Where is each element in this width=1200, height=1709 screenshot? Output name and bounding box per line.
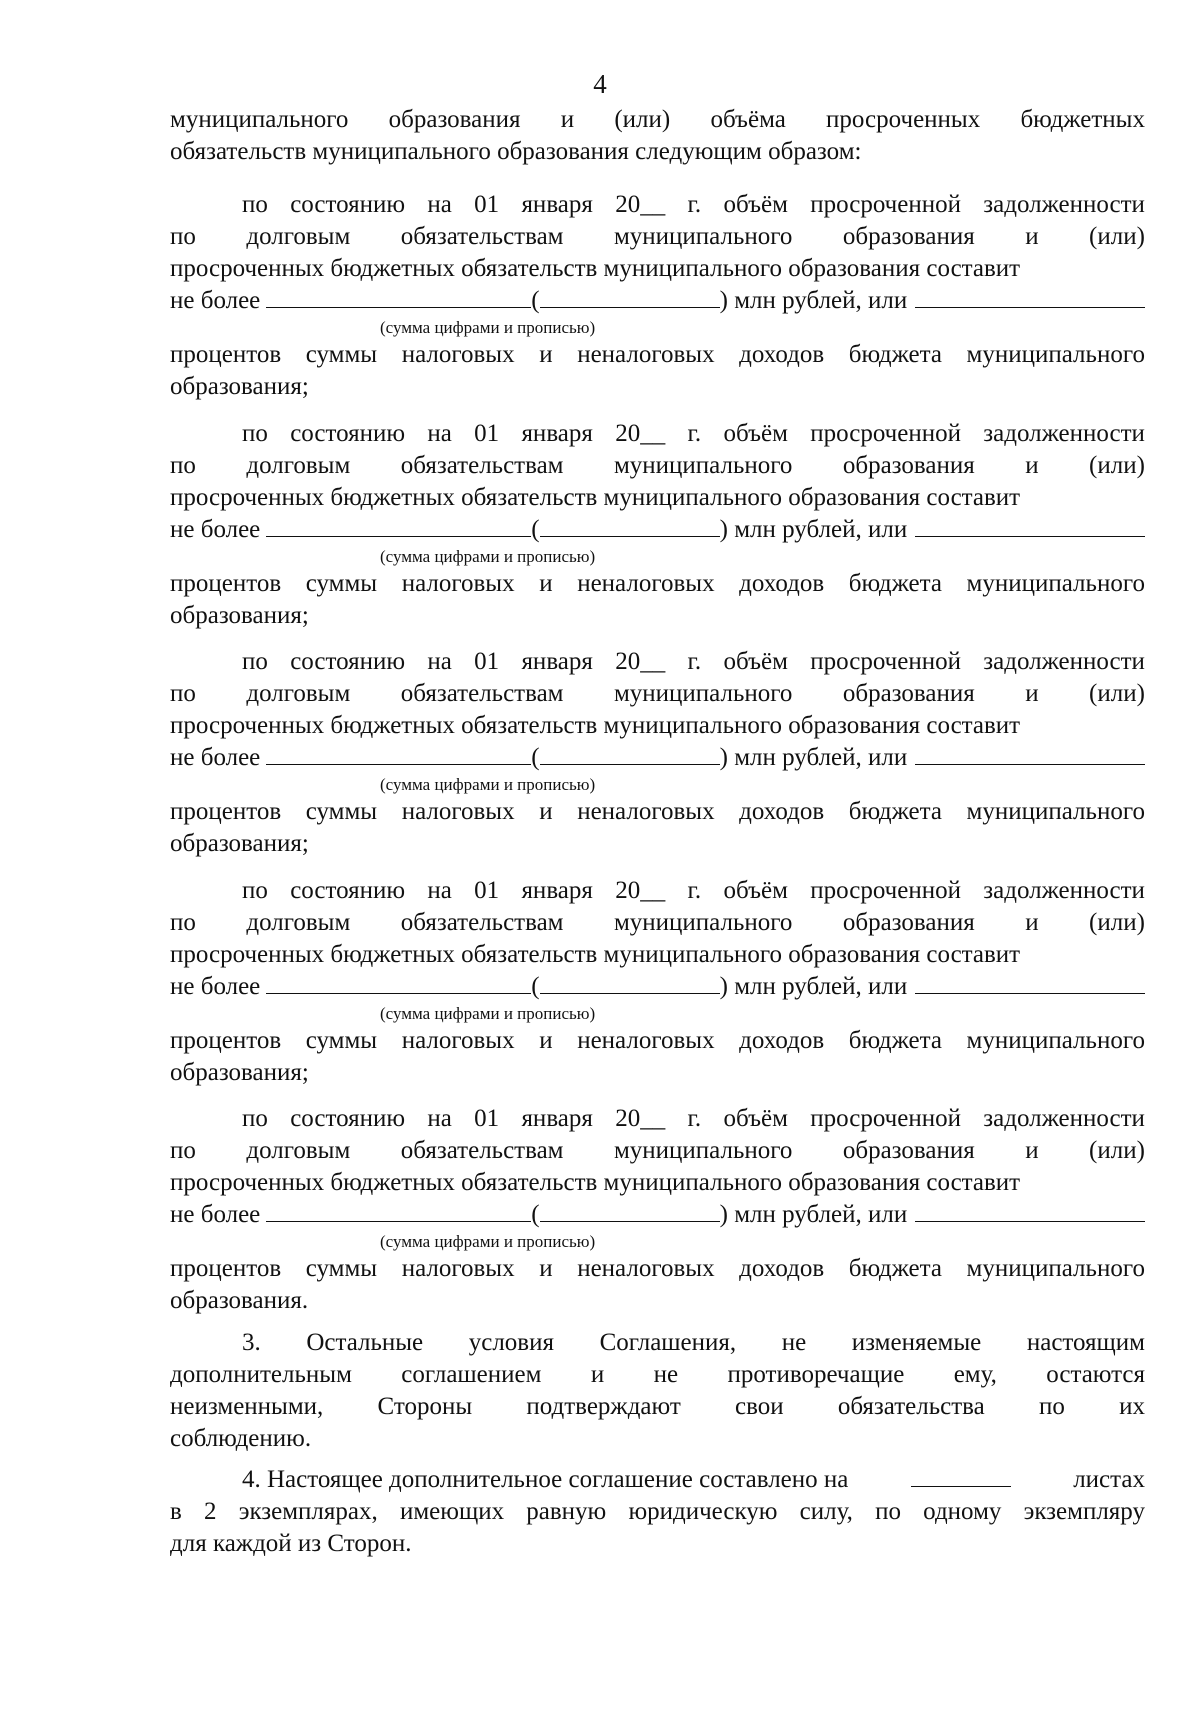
intro-paragraph	[170, 104, 1145, 168]
word: процентов	[170, 1255, 282, 1282]
word: состоянию	[290, 420, 406, 447]
not-more-label: не более	[170, 973, 261, 1000]
word: долговым	[246, 452, 351, 479]
entry-line-2	[170, 678, 1145, 710]
page-number: 4	[593, 69, 607, 99]
clause-4-line-3: для каждой из Сторон.	[170, 1530, 412, 1557]
amount-digits-blank	[266, 285, 531, 308]
word: образования	[842, 223, 975, 250]
paren-open: (	[531, 287, 540, 314]
amount-words-blank	[540, 1199, 720, 1222]
word: по	[170, 223, 196, 250]
debt-entry	[170, 646, 1145, 860]
word: муниципального	[613, 452, 793, 479]
percent-blank	[915, 285, 1145, 308]
word: и	[1025, 680, 1039, 707]
entry-line-5	[170, 568, 1145, 600]
word: по	[242, 1105, 268, 1132]
percent-blank	[915, 742, 1145, 765]
word: экземплярах,	[238, 1498, 378, 1525]
amount-words-blank	[540, 514, 720, 537]
word: изменяемые	[851, 1329, 982, 1356]
entry-line-3: просроченных бюджетных обязательств муниципального образования составит	[170, 1169, 1021, 1196]
word: налоговых	[401, 341, 515, 368]
word: неналоговых	[577, 341, 715, 368]
word: неналоговых	[577, 570, 715, 597]
mln-rubles-label: ) млн рублей, или	[719, 287, 908, 314]
word: процентов	[170, 570, 282, 597]
intro-line-2: обязательств муниципального образования следующим образом:	[170, 138, 862, 165]
word: образования	[842, 452, 975, 479]
debt-entry	[170, 189, 1145, 403]
entry-line-5	[170, 1253, 1145, 1285]
word: образования	[842, 909, 975, 936]
word: доходов	[739, 1255, 825, 1282]
word: (или)	[1089, 1137, 1145, 1164]
word: объёма	[710, 106, 786, 133]
word: обязательствам	[400, 909, 564, 936]
word: просроченной	[810, 420, 961, 447]
word: 2	[204, 1498, 217, 1525]
word: муниципального	[966, 798, 1145, 825]
word: юридическую	[628, 1498, 778, 1525]
word: по	[170, 680, 196, 707]
paren-open: (	[531, 516, 540, 543]
word: их	[1119, 1393, 1145, 1420]
amount-caption: (сумма цифрами и прописью)	[380, 1004, 596, 1023]
word: обязательствам	[400, 452, 564, 479]
word: на	[427, 648, 452, 675]
word: по	[1038, 1393, 1065, 1420]
word: муниципального	[966, 570, 1145, 597]
word: муниципального	[613, 909, 793, 936]
amount-caption: (сумма цифрами и прописью)	[380, 1232, 596, 1251]
word: объём	[723, 191, 788, 218]
word: неналоговых	[577, 798, 715, 825]
debt-entry	[170, 1103, 1145, 1317]
word: г.	[687, 877, 702, 904]
clause-3-line-3	[170, 1391, 1145, 1423]
clause-4-line-1	[170, 1464, 1145, 1496]
paren-open: (	[531, 744, 540, 771]
word: обязательствам	[400, 1137, 564, 1164]
clause-3-line-2	[170, 1359, 1145, 1391]
amount-digits-blank	[266, 1199, 531, 1222]
word: суммы	[305, 1027, 378, 1054]
word: объём	[723, 648, 788, 675]
clause-3	[170, 1327, 1145, 1455]
word: бюджета	[848, 798, 942, 825]
word: 01	[474, 1105, 500, 1132]
clause-4-text: 4. Настоящее дополнительное соглашение составлено на	[242, 1466, 849, 1493]
word: 20__	[615, 877, 666, 904]
entry-amount-line	[170, 514, 1145, 546]
mln-rubles-label: ) млн рублей, или	[719, 1201, 908, 1228]
word: 01	[474, 648, 500, 675]
word: муниципального	[170, 106, 349, 133]
word: налоговых	[401, 798, 515, 825]
word: муниципального	[613, 680, 793, 707]
word: суммы	[305, 570, 378, 597]
word: бюджета	[848, 1027, 942, 1054]
word: образования	[842, 680, 975, 707]
word: процентов	[170, 1027, 282, 1054]
percent-blank	[915, 1199, 1145, 1222]
word: просроченных	[826, 106, 981, 133]
debt-entry	[170, 418, 1145, 632]
word: января	[521, 877, 593, 904]
word: долговым	[246, 680, 351, 707]
word: условия	[468, 1329, 554, 1356]
word: (или)	[1089, 452, 1145, 479]
clause-4-line-2	[170, 1496, 1145, 1528]
word: бюджета	[848, 341, 942, 368]
word: ему,	[953, 1361, 997, 1388]
word: просроченной	[810, 1105, 961, 1132]
word: г.	[687, 1105, 702, 1132]
word: г.	[687, 191, 702, 218]
entry-amount-line	[170, 971, 1145, 1003]
word: и	[539, 341, 553, 368]
word: обязательства	[837, 1393, 985, 1420]
entry-line-6: образования;	[170, 830, 309, 857]
word: имеющих	[399, 1498, 505, 1525]
word: 01	[474, 420, 500, 447]
word: и	[539, 798, 553, 825]
word: налоговых	[401, 570, 515, 597]
word: 20__	[615, 648, 666, 675]
word: обязательствам	[400, 223, 564, 250]
word: свои	[735, 1393, 784, 1420]
word: состоянию	[290, 1105, 406, 1132]
mln-rubles-label: ) млн рублей, или	[719, 516, 908, 543]
word: доходов	[739, 570, 825, 597]
word: по	[242, 877, 268, 904]
word: по	[242, 191, 268, 218]
word: доходов	[739, 341, 825, 368]
word: налоговых	[401, 1027, 515, 1054]
entry-amount-line	[170, 285, 1145, 317]
word: процентов	[170, 341, 282, 368]
entry-line-1	[170, 1103, 1145, 1135]
amount-caption: (сумма цифрами и прописью)	[380, 318, 596, 337]
entry-line-6: образования;	[170, 1059, 309, 1086]
word: неналоговых	[577, 1027, 715, 1054]
word: (или)	[1089, 223, 1145, 250]
entry-line-1	[170, 875, 1145, 907]
word: задолженности	[983, 877, 1145, 904]
not-more-label: не более	[170, 287, 261, 314]
word: муниципального	[966, 1027, 1145, 1054]
word: обязательствам	[400, 680, 564, 707]
word: задолженности	[983, 191, 1145, 218]
sheets-count-blank	[911, 1464, 1011, 1487]
debt-entry	[170, 875, 1145, 1089]
word: на	[427, 420, 452, 447]
entry-line-3: просроченных бюджетных обязательств муниципального образования составит	[170, 255, 1021, 282]
amount-digits-blank	[266, 742, 531, 765]
word: состоянию	[290, 191, 406, 218]
word: Стороны	[377, 1393, 473, 1420]
entry-amount-line	[170, 1199, 1145, 1231]
word: силу,	[799, 1498, 853, 1525]
entry-amount-line	[170, 742, 1145, 774]
word: не	[781, 1329, 807, 1356]
not-more-label: не более	[170, 744, 261, 771]
entry-line-5	[170, 1025, 1145, 1057]
word: января	[521, 191, 593, 218]
amount-digits-blank	[266, 514, 531, 537]
entry-line-5	[170, 796, 1145, 828]
word: января	[521, 420, 593, 447]
word: долговым	[246, 909, 351, 936]
word: по	[242, 648, 268, 675]
clause-3-line-1	[170, 1327, 1145, 1359]
word: на	[427, 191, 452, 218]
mln-rubles-label: ) млн рублей, или	[719, 973, 908, 1000]
word: 01	[474, 877, 500, 904]
word: неизменными,	[170, 1393, 324, 1420]
word: задолженности	[983, 1105, 1145, 1132]
word: состоянию	[290, 648, 406, 675]
percent-blank	[915, 971, 1145, 994]
word: экземпляру	[1023, 1498, 1145, 1525]
not-more-label: не более	[170, 1201, 261, 1228]
word: муниципального	[613, 1137, 793, 1164]
word: (или)	[1089, 909, 1145, 936]
word: 20__	[615, 191, 666, 218]
amount-words-blank	[540, 285, 720, 308]
clause-3-line-4: соблюдению.	[170, 1425, 312, 1452]
word: в	[170, 1498, 182, 1525]
entry-line-6: образования;	[170, 373, 309, 400]
word: просроченной	[810, 648, 961, 675]
word: противоречащие	[727, 1361, 905, 1388]
word: января	[521, 648, 593, 675]
word: налоговых	[401, 1255, 515, 1282]
word: 20__	[615, 420, 666, 447]
entry-line-6: образования.	[170, 1287, 309, 1314]
paren-open: (	[531, 973, 540, 1000]
word: на	[427, 1105, 452, 1132]
word: дополнительным	[170, 1361, 352, 1388]
not-more-label: не более	[170, 516, 261, 543]
word: задолженности	[983, 420, 1145, 447]
word: долговым	[246, 1137, 351, 1164]
word: по	[170, 1137, 196, 1164]
word: муниципального	[966, 1255, 1145, 1282]
paren-open: (	[531, 1201, 540, 1228]
entry-line-6: образования;	[170, 602, 309, 629]
word: по	[170, 452, 196, 479]
entry-line-1	[170, 189, 1145, 221]
word: бюджетных	[1020, 106, 1145, 133]
entry-line-2	[170, 907, 1145, 939]
word: Соглашения,	[599, 1329, 737, 1356]
amount-words-blank	[540, 742, 720, 765]
entry-line-5	[170, 339, 1145, 371]
word: января	[521, 1105, 593, 1132]
amount-caption: (сумма цифрами и прописью)	[380, 775, 596, 794]
entry-line-3: просроченных бюджетных обязательств муниципального образования составит	[170, 484, 1021, 511]
word: просроченной	[810, 877, 961, 904]
clause-4-sheets-word: листах	[1073, 1466, 1145, 1493]
word: просроченной	[810, 191, 961, 218]
word: 20__	[615, 1105, 666, 1132]
word: и	[1025, 909, 1039, 936]
word: (или)	[1089, 680, 1145, 707]
word: по	[875, 1498, 901, 1525]
word: и	[590, 1361, 605, 1388]
word: муниципального	[613, 223, 793, 250]
word: и	[1025, 452, 1039, 479]
entry-line-2	[170, 1135, 1145, 1167]
word: бюджета	[848, 1255, 942, 1282]
word: (или)	[614, 106, 671, 133]
word: соглашением	[401, 1361, 542, 1388]
word: по	[242, 420, 268, 447]
word: суммы	[305, 798, 378, 825]
word: остаются	[1046, 1361, 1145, 1388]
amount-words-blank	[540, 971, 720, 994]
amount-caption: (сумма цифрами и прописью)	[380, 547, 596, 566]
word: г.	[687, 648, 702, 675]
word: не	[653, 1361, 679, 1388]
word: муниципального	[966, 341, 1145, 368]
entry-line-3: просроченных бюджетных обязательств муниципального образования составит	[170, 712, 1021, 739]
word: процентов	[170, 798, 282, 825]
percent-blank	[915, 514, 1145, 537]
word: суммы	[305, 341, 378, 368]
entry-line-3: просроченных бюджетных обязательств муниципального образования составит	[170, 941, 1021, 968]
intro-line-1	[170, 104, 1145, 136]
word: состоянию	[290, 877, 406, 904]
word: и	[539, 1027, 553, 1054]
word: задолженности	[983, 648, 1145, 675]
word: долговым	[246, 223, 351, 250]
word: равную	[526, 1498, 607, 1525]
word: доходов	[739, 1027, 825, 1054]
word: и	[539, 570, 553, 597]
entry-line-1	[170, 646, 1145, 678]
word: Остальные	[306, 1329, 424, 1356]
word: настоящим	[1026, 1329, 1145, 1356]
word: доходов	[739, 798, 825, 825]
word: бюджета	[848, 570, 942, 597]
word: на	[427, 877, 452, 904]
amount-digits-blank	[266, 971, 531, 994]
word: объём	[723, 877, 788, 904]
word: и	[539, 1255, 553, 1282]
word: и	[1025, 223, 1039, 250]
mln-rubles-label: ) млн рублей, или	[719, 744, 908, 771]
entry-line-2	[170, 450, 1145, 482]
word: по	[170, 909, 196, 936]
word: объём	[723, 1105, 788, 1132]
word: подтверждают	[526, 1393, 681, 1420]
word: 3.	[242, 1329, 261, 1356]
clause-4	[170, 1464, 1145, 1560]
word: г.	[687, 420, 702, 447]
word: суммы	[305, 1255, 378, 1282]
entry-line-1	[170, 418, 1145, 450]
word: и	[1025, 1137, 1039, 1164]
word: 01	[474, 191, 500, 218]
word: образования	[388, 106, 521, 133]
word: образования	[842, 1137, 975, 1164]
word: и	[560, 106, 575, 133]
word: одному	[923, 1498, 1002, 1525]
word: неналоговых	[577, 1255, 715, 1282]
word: объём	[723, 420, 788, 447]
entry-line-2	[170, 221, 1145, 253]
